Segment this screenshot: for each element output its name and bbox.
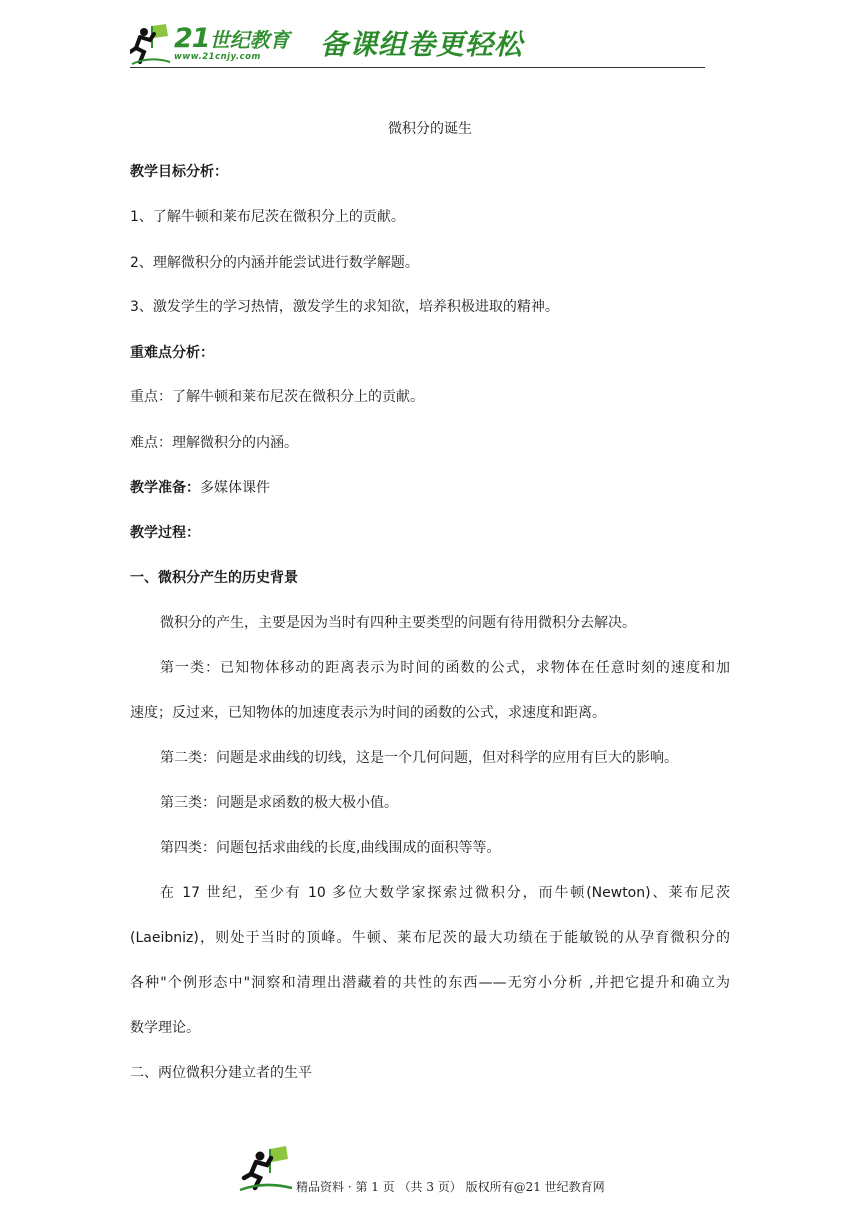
header-divider bbox=[130, 67, 705, 68]
paragraph-intro: 微积分的产生，主要是因为当时有四种主要类型的问题有待用微积分去解决。 bbox=[160, 615, 636, 631]
prep-label: 教学准备： bbox=[130, 480, 200, 496]
brand-url: www.21cnjy.com bbox=[174, 52, 261, 62]
footer-text: 精品资料 · 第 1 页 （共 3 页） 版权所有@21 世纪教育网 bbox=[296, 1180, 605, 1194]
process-heading: 教学过程： bbox=[130, 525, 200, 541]
runner-flag-logo-icon bbox=[130, 22, 172, 66]
paragraph-type3: 第三类：问题是求函数的极大极小值。 bbox=[160, 795, 398, 811]
key-point: 重点：了解牛顿和莱布尼茨在微积分上的贡献。 bbox=[130, 389, 424, 405]
footer-runner-logo-icon bbox=[236, 1143, 294, 1193]
preparation-line bbox=[130, 478, 270, 498]
section-2-heading: 二、两位微积分建立者的生平 bbox=[130, 1065, 312, 1081]
document-title: 微积分的诞生 bbox=[388, 121, 472, 137]
goal-item-1: 1、了解牛顿和莱布尼茨在微积分上的贡献。 bbox=[130, 209, 405, 225]
prep-value: 多媒体课件 bbox=[200, 480, 270, 496]
paragraph-type4: 第四类：问题包括求曲线的长度,曲线围成的面积等等。 bbox=[160, 840, 501, 856]
difficulty-heading: 重难点分析： bbox=[130, 345, 214, 361]
brand-wordmark bbox=[174, 24, 290, 62]
page-header bbox=[130, 22, 705, 72]
paragraph-17c-line2: (Laeibniz)，则处于当时的顶峰。牛顿、莱布尼茨的最大功绩在于能敏锐的从孕育微积分的 bbox=[130, 930, 730, 946]
brand-number: 21 bbox=[174, 23, 210, 54]
section-1-heading: 一、微积分产生的历史背景 bbox=[130, 570, 298, 586]
paragraph-17c-line4: 数学理论。 bbox=[130, 1020, 200, 1036]
header-slogan: 备课组卷更轻松 bbox=[320, 28, 524, 61]
goals-heading: 教学目标分析： bbox=[130, 164, 228, 180]
brand-chinese: 世纪教育 bbox=[209, 28, 290, 52]
paragraph-17c-line3: 各种"个例形态中"洞察和清理出潜藏着的共性的东西——无穷小分析 ,并把它提升和确立为 bbox=[130, 975, 730, 991]
paragraph-17c-line1: 在 17 世纪，至少有 10 多位大数学家探索过微积分，而牛顿(Newton)、莱布尼茨 bbox=[160, 885, 730, 901]
paragraph-type2: 第二类：问题是求曲线的切线，这是一个几何问题，但对科学的应用有巨大的影响。 bbox=[160, 750, 678, 766]
paragraph-type1-line1: 第一类：已知物体移动的距离表示为时间的函数的公式，求物体在任意时刻的速度和加 bbox=[160, 660, 730, 676]
goal-item-3: 3、激发学生的学习热情，激发学生的求知欲，培养积极进取的精神。 bbox=[130, 299, 559, 315]
goal-item-2: 2、理解微积分的内涵并能尝试进行数学解题。 bbox=[130, 255, 419, 271]
paragraph-type1-line2: 速度；反过来，已知物体的加速度表示为时间的函数的公式，求速度和距离。 bbox=[130, 705, 606, 721]
difficult-point: 难点：理解微积分的内涵。 bbox=[130, 435, 298, 451]
